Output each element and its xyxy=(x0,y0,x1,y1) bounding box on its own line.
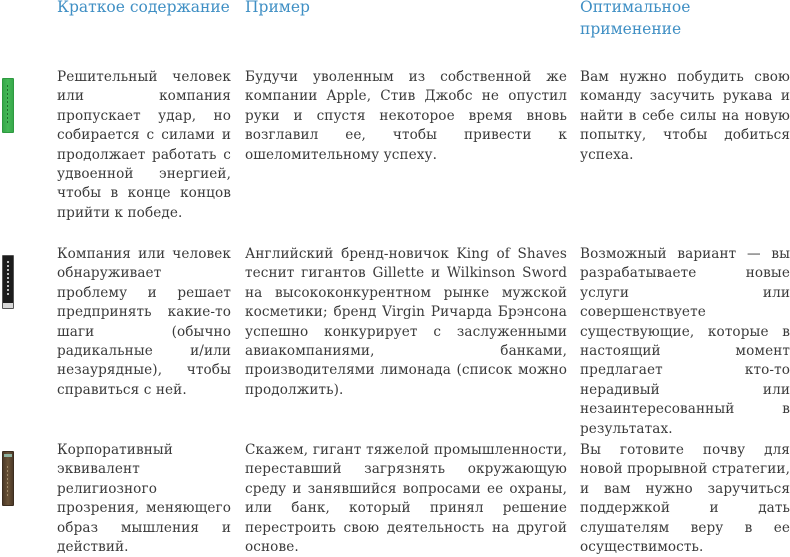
book-spine-green-icon xyxy=(2,78,14,133)
example-cell: Английский бренд-новичок King of Shaves теснит гигантов Gillette и Wilkinson Sword на высококонкурентном рынке мужской косметики; бренд Virgin Ричарда Брэнсона успешно конкурирует с заслуженными авиакомпаниями, банками, производителями лимонада (список можно продолжить). xyxy=(245,246,567,398)
column-header-summary: Краткое содержание xyxy=(57,0,230,16)
best-use-cell: Вы готовите почву для новой прорывной стратегии, и вам нужно заручиться поддержкой и дать слушателям веру в ее осуществимость. xyxy=(580,442,790,556)
best-use-cell: Вам нужно побудить свою команду засучить рукава и найти в себе силы на новую попытку, чтобы добиться успеха. xyxy=(580,69,790,163)
column-header-example: Пример xyxy=(245,0,310,16)
best-use-cell: Возможный вариант — вы разрабатываете новые услуги или совершенствуете существующие, которые в настоящий момент предлагает кто-то нерадивый или незаинтересованный в результатах. xyxy=(580,246,790,437)
book-spine-black-icon xyxy=(2,255,14,309)
column-header-best-use: Оптимальное применение xyxy=(580,0,691,38)
summary-cell: Компания или человек обнаруживает проблему и решает предпринять какие-то шаги (обычно радикальные и/или незаурядные), чтобы справиться с ней. xyxy=(57,246,231,398)
summary-cell: Корпоративный эквивалент религиозного прозрения, меняющего образ мышления и действий. xyxy=(57,442,231,556)
example-cell: Скажем, гигант тяжелой промышленности, переставший загрязнять окружающую среду и занявшийся вопросами ее охраны, или банк, который принял решение перестроить свою деятельность на другой основе. xyxy=(245,442,567,556)
summary-cell: Решительный человек или компания пропускает удар, но собирается с силами и продолжает работать с удвоенной энергией, чтобы в конце концов прийти к победе. xyxy=(57,69,231,221)
example-cell: Будучи уволенным из собственной же компании Apple, Стив Джобс не опустил руки и спустя некоторое время вновь возглавил ее, чтобы привести к ошеломительному успеху. xyxy=(245,69,567,163)
book-spine-brown-icon xyxy=(2,451,14,506)
